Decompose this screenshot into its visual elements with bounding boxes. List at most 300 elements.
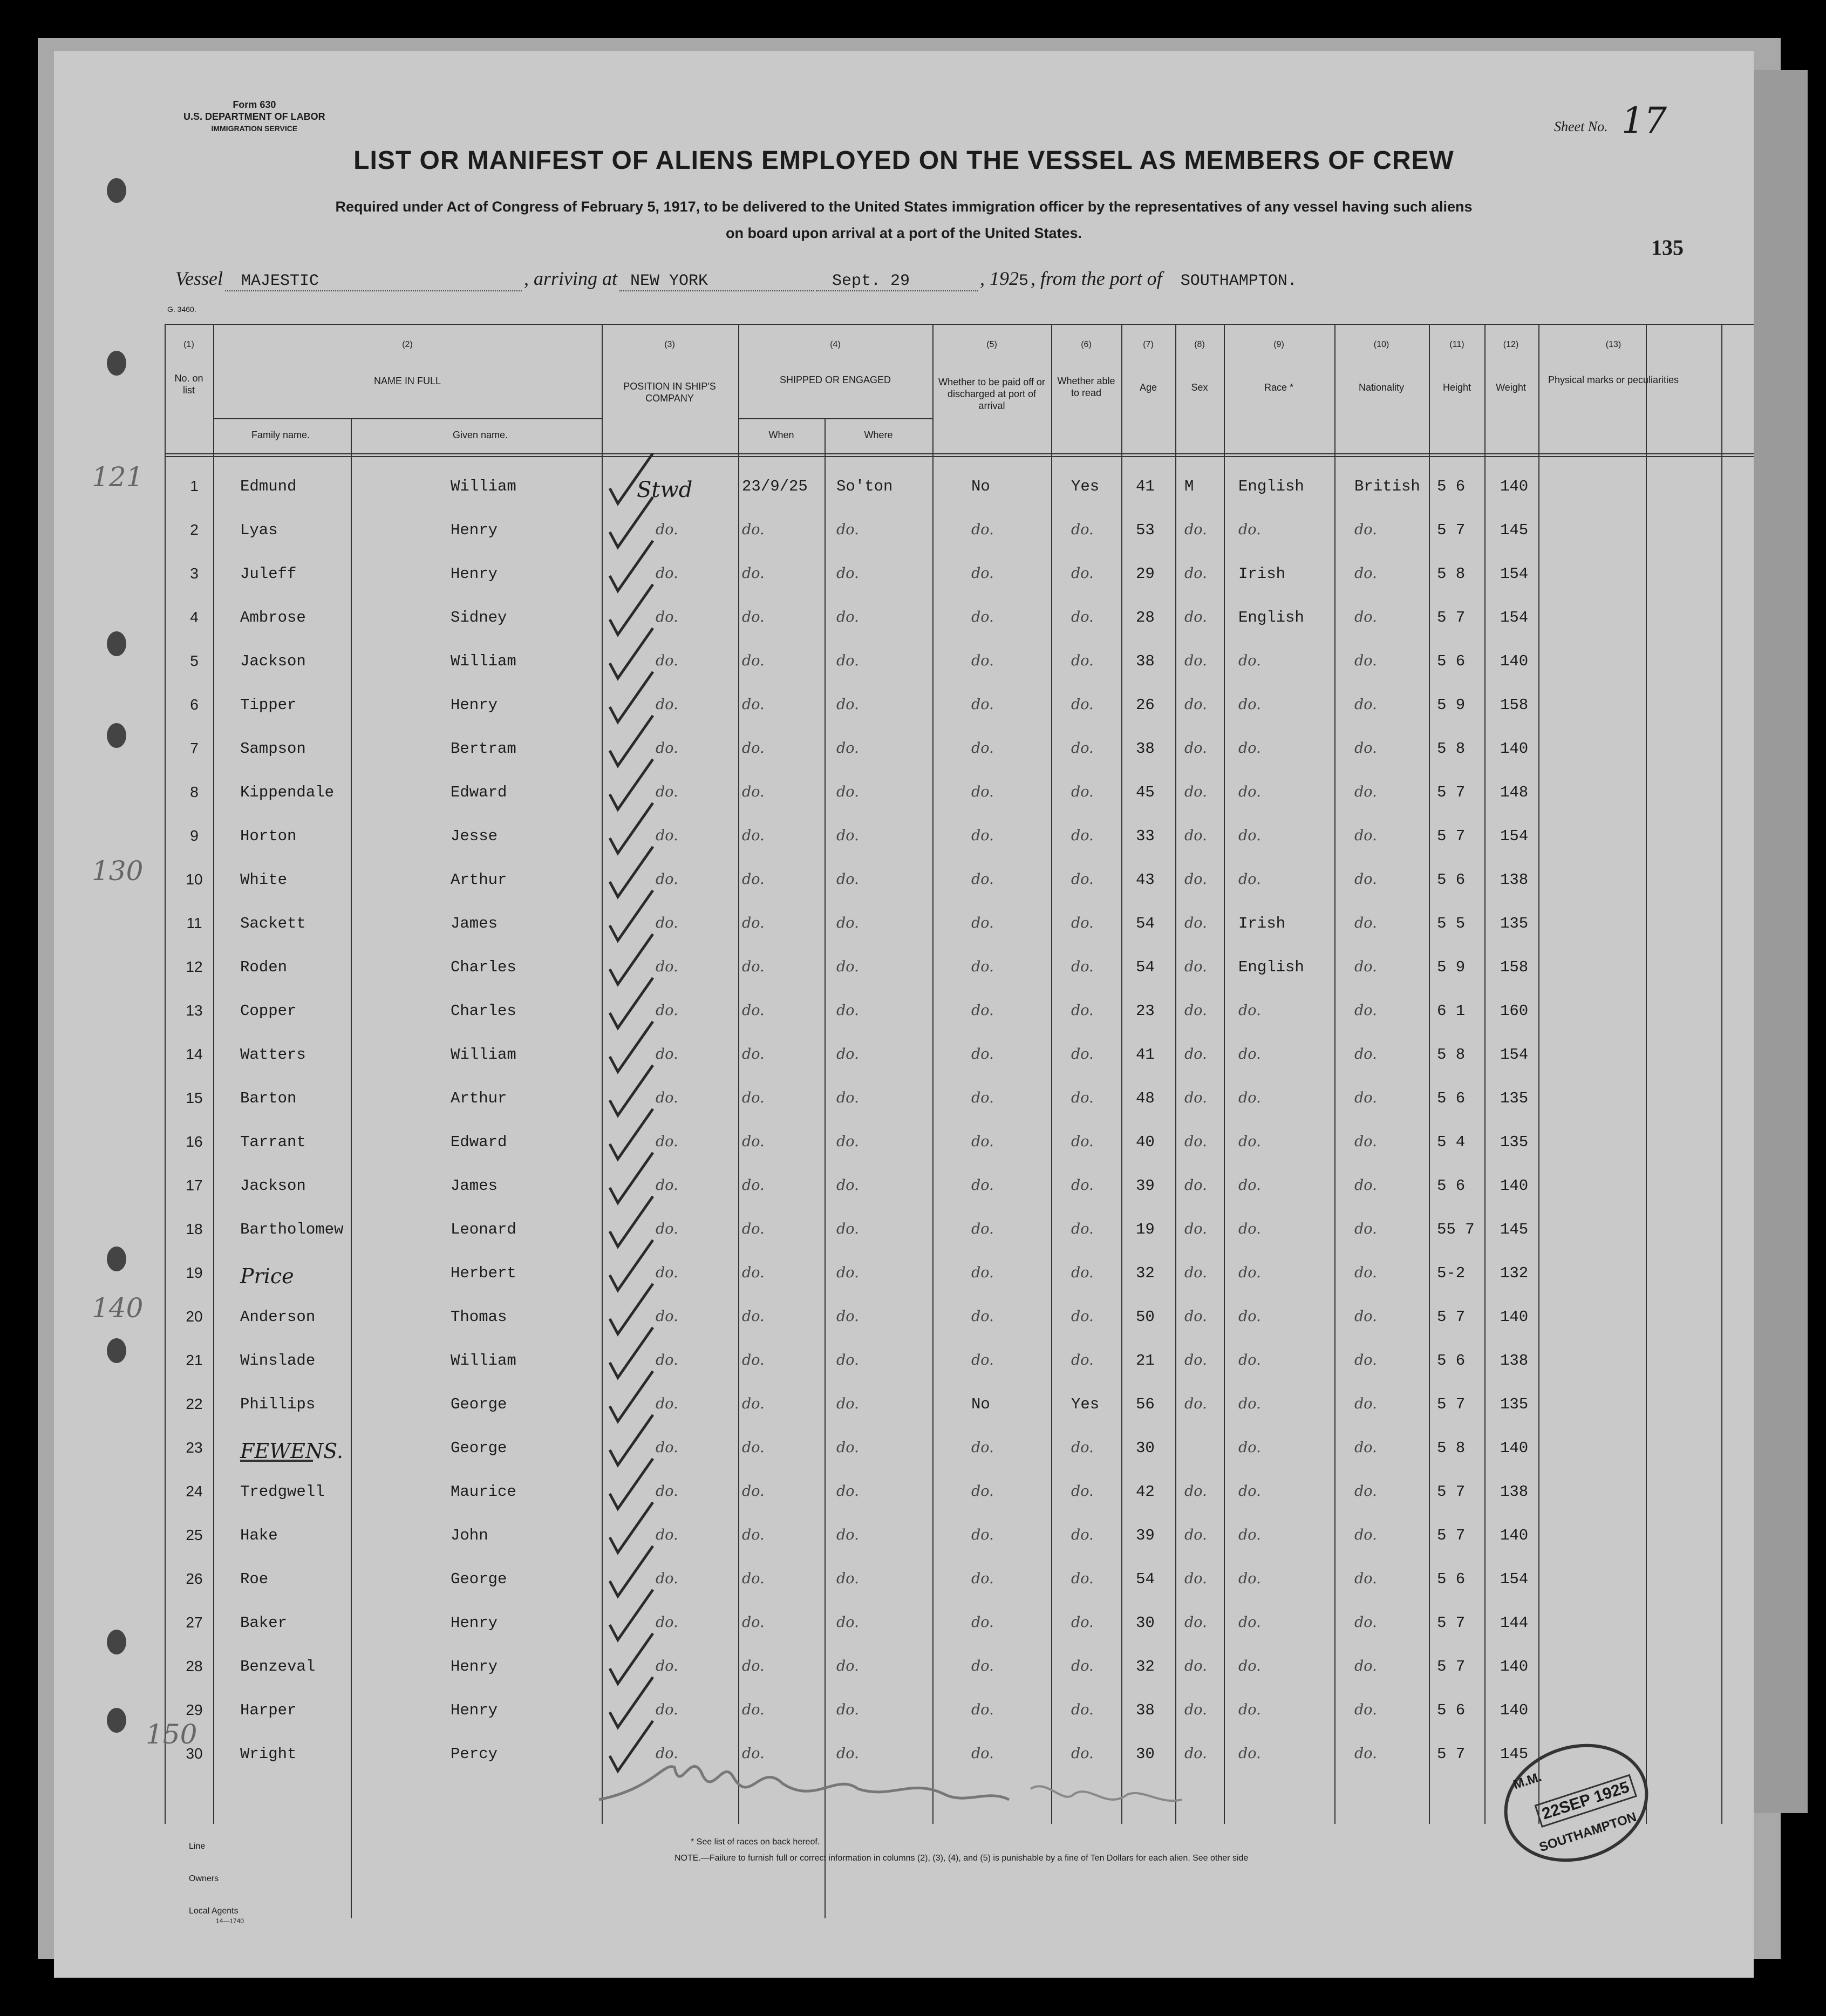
cell-no: 2 <box>190 521 199 538</box>
cell-family: Edmund <box>240 478 297 495</box>
cell-age: 38 <box>1136 740 1155 758</box>
cell-weight: 148 <box>1500 784 1529 801</box>
cell-where: do. <box>836 1439 859 1456</box>
cell-position: do. <box>656 740 678 757</box>
cell-no: 10 <box>186 871 203 888</box>
cell-paid-off: do. <box>971 871 994 888</box>
cell-height: 5 6 <box>1437 871 1466 889</box>
cell-read: do. <box>1071 1701 1094 1718</box>
cell-read: do. <box>1071 1570 1094 1587</box>
page-number: 135 <box>1651 235 1684 260</box>
check-mark <box>610 453 653 503</box>
cell-position: do. <box>656 1701 678 1718</box>
cell-where: do. <box>836 652 859 669</box>
subheader-family: Family name. <box>251 430 310 440</box>
cell-height: 5-2 <box>1437 1264 1466 1282</box>
check-mark <box>610 584 653 635</box>
cell-where: do. <box>836 1046 859 1063</box>
cell-height: 5 7 <box>1437 784 1466 801</box>
form-number: Form 630 <box>233 99 276 110</box>
cell-weight: 135 <box>1500 1395 1529 1413</box>
cell-read: do. <box>1071 521 1094 538</box>
cell-weight: 140 <box>1500 478 1529 495</box>
column-header-c8: Sex <box>1191 382 1208 393</box>
cell-paid-off: do. <box>971 1177 994 1194</box>
cell-weight: 144 <box>1500 1614 1529 1632</box>
cell-where: do. <box>836 1701 859 1718</box>
cell-race: English <box>1238 958 1304 976</box>
cell-where: do. <box>836 958 859 975</box>
cell-family: Jackson <box>240 1177 306 1195</box>
agents-label: Local Agents <box>189 1906 239 1916</box>
cell-sex: do. <box>1184 1570 1207 1587</box>
cell-when: do. <box>742 1002 765 1019</box>
cell-family: Winslade <box>240 1352 316 1370</box>
cell-when: do. <box>742 1046 765 1063</box>
cell-given: Arthur <box>451 871 507 889</box>
check-mark <box>610 978 653 1028</box>
cell-race: English <box>1238 478 1304 495</box>
cell-when: do. <box>742 565 765 582</box>
cell-no: 25 <box>186 1527 203 1543</box>
requirement-line-2: on board upon arrival at a port of the United States. <box>725 225 1082 241</box>
cell-given: Edward <box>451 1133 507 1151</box>
cell-weight: 140 <box>1500 1177 1529 1195</box>
cell-sex: do. <box>1184 521 1207 538</box>
cell-position: do. <box>656 827 678 844</box>
cell-height: 5 4 <box>1437 1133 1466 1151</box>
cell-race: Irish <box>1238 565 1286 583</box>
cell-given: Bertram <box>451 740 516 758</box>
cell-no: 27 <box>186 1614 203 1631</box>
margin-note: 130 <box>92 855 144 887</box>
check-mark <box>610 1196 653 1247</box>
cell-age: 40 <box>1136 1133 1155 1151</box>
cell-family: Harper <box>240 1701 297 1719</box>
cell-age: 30 <box>1136 1614 1155 1632</box>
cell-read: do. <box>1071 915 1094 931</box>
cell-nationality: do. <box>1354 915 1377 931</box>
cell-given: Maurice <box>451 1483 516 1501</box>
cell-where: do. <box>836 1133 859 1150</box>
cell-position: do. <box>656 958 678 975</box>
cell-nationality: do. <box>1354 1745 1377 1762</box>
cell-age: 56 <box>1136 1395 1155 1413</box>
cell-when: do. <box>742 1483 765 1500</box>
cell-paid-off: do. <box>971 565 994 582</box>
column-header-c6: Whether able to read <box>1057 376 1115 398</box>
page-title: LIST OR MANIFEST OF ALIENS EMPLOYED ON THE VESSEL AS MEMBERS OF CREW <box>353 146 1454 175</box>
cell-read: do. <box>1071 827 1094 844</box>
cell-given: Leonard <box>451 1221 516 1238</box>
cell-family: Baker <box>240 1614 288 1632</box>
cell-when: do. <box>742 958 765 975</box>
check-mark <box>610 1633 653 1684</box>
cell-where: do. <box>836 1177 859 1194</box>
cell-family: Bartholomew <box>240 1221 344 1238</box>
cell-given: Arthur <box>451 1089 507 1107</box>
arrival-port: NEW YORK <box>619 272 814 291</box>
cell-sex: do. <box>1184 1701 1207 1718</box>
cell-height: 5 7 <box>1437 1308 1466 1326</box>
cell-age: 50 <box>1136 1308 1155 1326</box>
cell-read: do. <box>1071 696 1094 713</box>
cell-no: 21 <box>186 1352 203 1368</box>
column-number-c11: (11) <box>1449 340 1464 349</box>
cell-weight: 160 <box>1500 1002 1529 1020</box>
cell-given: Edward <box>451 784 507 801</box>
cell-when: do. <box>742 1658 765 1674</box>
cell-when: do. <box>742 1439 765 1456</box>
cell-weight: 145 <box>1500 1745 1529 1763</box>
cell-paid-off: do. <box>971 1352 994 1368</box>
cell-family: Tipper <box>240 696 297 714</box>
margin-note: 140 <box>92 1292 144 1324</box>
cell-weight: 140 <box>1500 1658 1529 1676</box>
cell-no: 23 <box>186 1439 203 1456</box>
cell-race: do. <box>1238 1395 1261 1412</box>
cell-read: do. <box>1071 1439 1094 1456</box>
cell-sex: do. <box>1184 652 1207 669</box>
cell-read: do. <box>1071 1264 1094 1281</box>
cell-height: 5 5 <box>1437 915 1466 932</box>
cell-family: Sackett <box>240 915 306 932</box>
check-mark <box>610 1065 653 1115</box>
cell-height: 5 6 <box>1437 1177 1466 1195</box>
check-mark <box>610 1153 653 1203</box>
cell-given: George <box>451 1395 507 1413</box>
cell-given: Henry <box>451 1658 498 1676</box>
cell-read: do. <box>1071 1483 1094 1500</box>
cell-where: do. <box>836 565 859 582</box>
cell-age: 32 <box>1136 1264 1155 1282</box>
cell-weight: 154 <box>1500 565 1529 583</box>
cell-paid-off: do. <box>971 1745 994 1762</box>
cell-read: do. <box>1071 609 1094 625</box>
cell-weight: 138 <box>1500 1352 1529 1370</box>
cell-given: Charles <box>451 958 516 976</box>
check-mark <box>610 1459 653 1509</box>
stamp-date: 22SEP 1925 <box>1534 1774 1637 1828</box>
cell-position: do. <box>656 1745 678 1762</box>
cell-height: 5 6 <box>1437 478 1466 495</box>
cell-position: do. <box>656 1570 678 1587</box>
cell-nationality: do. <box>1354 1701 1377 1718</box>
cell-age: 28 <box>1136 609 1155 626</box>
cell-position: do. <box>656 1614 678 1631</box>
cell-when: do. <box>742 1089 765 1106</box>
cell-nationality: do. <box>1354 1439 1377 1456</box>
cell-where: do. <box>836 871 859 888</box>
cell-when: do. <box>742 1614 765 1631</box>
cell-race: do. <box>1238 1614 1261 1631</box>
cell-family: Benzeval <box>240 1658 316 1676</box>
cell-height: 5 6 <box>1437 1352 1466 1370</box>
check-mark <box>610 497 653 547</box>
check-mark <box>610 1021 653 1072</box>
cell-sex: do. <box>1184 740 1207 757</box>
cell-race: do. <box>1238 1658 1261 1674</box>
cell-age: 41 <box>1136 478 1155 495</box>
cell-nationality: do. <box>1354 1352 1377 1368</box>
check-mark <box>610 1327 653 1378</box>
year-prefix: , 192 <box>980 268 1019 289</box>
cell-read: do. <box>1071 740 1094 757</box>
cell-paid-off: do. <box>971 521 994 538</box>
cell-position: do. <box>656 1046 678 1063</box>
cell-nationality: do. <box>1354 1002 1377 1019</box>
cell-sex: do. <box>1184 871 1207 888</box>
cell-no: 29 <box>186 1701 203 1718</box>
cell-read: do. <box>1071 1658 1094 1674</box>
cell-where: do. <box>836 1570 859 1587</box>
cell-family: Roe <box>240 1570 269 1588</box>
cell-read: do. <box>1071 1352 1094 1368</box>
cell-family: Tarrant <box>240 1133 306 1151</box>
cell-where: do. <box>836 784 859 800</box>
cell-where: do. <box>836 1002 859 1019</box>
cell-given: Thomas <box>451 1308 507 1326</box>
cell-sex: do. <box>1184 915 1207 931</box>
cell-no: 15 <box>186 1089 203 1106</box>
cell-given: George <box>451 1570 507 1588</box>
cell-where: do. <box>836 1658 859 1674</box>
cell-where: do. <box>836 1089 859 1106</box>
cell-position: do. <box>656 652 678 669</box>
cell-position: do. <box>656 1177 678 1194</box>
cell-when: do. <box>742 871 765 888</box>
check-mark <box>610 1677 653 1727</box>
cell-no: 11 <box>186 915 202 931</box>
cell-sex: do. <box>1184 1133 1207 1150</box>
cell-read: do. <box>1071 565 1094 582</box>
cell-sex: do. <box>1184 1089 1207 1106</box>
cell-age: 29 <box>1136 565 1155 583</box>
cell-when: do. <box>742 1570 765 1587</box>
cell-family: Phillips <box>240 1395 316 1413</box>
cell-where: do. <box>836 609 859 625</box>
cell-sex: do. <box>1184 696 1207 713</box>
cell-sex: do. <box>1184 1352 1207 1368</box>
cell-nationality: do. <box>1354 871 1377 888</box>
cell-when: do. <box>742 1221 765 1237</box>
cell-sex: do. <box>1184 1308 1207 1325</box>
cell-family: Lyas <box>240 521 278 539</box>
cell-nationality: do. <box>1354 1483 1377 1500</box>
cell-where: do. <box>836 1745 859 1762</box>
cell-age: 54 <box>1136 1570 1155 1588</box>
column-number-c4: (4) <box>830 340 841 349</box>
cell-height: 5 7 <box>1437 1483 1466 1501</box>
cell-race: do. <box>1238 740 1261 757</box>
check-mark <box>610 759 653 809</box>
cell-nationality: do. <box>1354 609 1377 625</box>
cell-sex: do. <box>1184 827 1207 844</box>
cell-weight: 140 <box>1500 1308 1529 1326</box>
cell-weight: 145 <box>1500 1221 1529 1238</box>
cell-sex: do. <box>1184 1527 1207 1543</box>
cell-paid-off: do. <box>971 784 994 800</box>
cell-race: do. <box>1238 1439 1261 1456</box>
cell-position: do. <box>656 1352 678 1368</box>
cell-weight: 158 <box>1500 696 1529 714</box>
cell-weight: 154 <box>1500 1570 1529 1588</box>
cell-given: Henry <box>451 696 498 714</box>
cell-height: 5 8 <box>1437 565 1466 583</box>
cell-position: do. <box>656 1264 678 1281</box>
cell-nationality: British <box>1354 478 1420 495</box>
cell-position: do. <box>656 871 678 888</box>
cell-read: do. <box>1071 784 1094 800</box>
cell-given: William <box>451 652 516 670</box>
cell-paid-off: do. <box>971 1046 994 1063</box>
cell-paid-off: do. <box>971 1570 994 1587</box>
column-header-c1: No. on list <box>174 373 203 396</box>
cell-nationality: do. <box>1354 958 1377 975</box>
column-header-c13: Physical marks or peculiarities <box>1548 374 1679 385</box>
cell-family: Jackson <box>240 652 306 670</box>
cell-position: do. <box>656 1089 678 1106</box>
cell-age: 41 <box>1136 1046 1155 1064</box>
cell-race: do. <box>1238 652 1261 669</box>
sheet-label: Sheet No. <box>1554 119 1608 134</box>
cell-weight: 140 <box>1500 1527 1529 1544</box>
cell-age: 53 <box>1136 521 1155 539</box>
cell-nationality: do. <box>1354 1264 1377 1281</box>
column-header-c3: POSITION IN SHIP'S COMPANY <box>623 381 716 404</box>
cell-height: 5 6 <box>1437 1570 1466 1588</box>
cell-sex: do. <box>1184 784 1207 800</box>
requirement-line-1: Required under Act of Congress of February 5, 1917, to be delivered to the United States immigration officer by the representatives of any vessel having such aliens <box>335 199 1473 215</box>
cell-nationality: do. <box>1354 1177 1377 1194</box>
cell-paid-off: do. <box>971 1089 994 1106</box>
cell-height: 5 7 <box>1437 1614 1466 1632</box>
check-mark <box>610 1502 653 1552</box>
cell-nationality: do. <box>1354 521 1377 538</box>
cell-family: White <box>240 871 288 889</box>
cell-when: do. <box>742 1308 765 1325</box>
cell-weight: 140 <box>1500 740 1529 758</box>
vessel-label: Vessel <box>175 268 223 289</box>
cell-given: William <box>451 1046 516 1064</box>
stamp-initials: M.M. <box>1511 1769 1544 1793</box>
cell-age: 38 <box>1136 1701 1155 1719</box>
line-label: Line <box>189 1842 206 1851</box>
cell-sex: do. <box>1184 1221 1207 1237</box>
cell-family: FEWENS. <box>240 1439 343 1463</box>
cell-given: William <box>451 1352 516 1370</box>
cell-read: do. <box>1071 958 1094 975</box>
cell-when: do. <box>742 740 765 757</box>
cell-position: do. <box>656 1483 678 1500</box>
cell-race: Irish <box>1238 915 1286 932</box>
cell-height: 5 7 <box>1437 1395 1466 1413</box>
cell-paid-off: do. <box>971 696 994 713</box>
cell-race: do. <box>1238 696 1261 713</box>
cell-position: do. <box>656 915 678 931</box>
cell-weight: 140 <box>1500 1701 1529 1719</box>
cell-race: do. <box>1238 1308 1261 1325</box>
cell-given: Henry <box>451 521 498 539</box>
stamp-place: SOUTHAMPTON <box>1537 1809 1639 1855</box>
subheader-when: When <box>768 430 794 440</box>
cell-paid-off: do. <box>971 1701 994 1718</box>
cell-weight: 154 <box>1500 1046 1529 1064</box>
cell-nationality: do. <box>1354 1614 1377 1631</box>
cell-where: do. <box>836 1352 859 1368</box>
cell-paid-off: No <box>971 1395 990 1413</box>
arrival-date: Sept. 29 <box>816 272 978 291</box>
cell-position: do. <box>656 784 678 800</box>
cell-read: do. <box>1071 1177 1094 1194</box>
check-mark <box>610 847 653 897</box>
cell-paid-off: do. <box>971 1221 994 1237</box>
cell-paid-off: do. <box>971 827 994 844</box>
cell-paid-off: No <box>971 478 990 495</box>
cell-given: Sidney <box>451 609 507 626</box>
cell-race: do. <box>1238 1352 1261 1368</box>
cell-read: do. <box>1071 1527 1094 1543</box>
cell-family: Sampson <box>240 740 306 758</box>
cell-sex: do. <box>1184 1745 1207 1762</box>
cell-age: 30 <box>1136 1745 1155 1763</box>
cell-weight: 140 <box>1500 1439 1529 1457</box>
cell-sex: do. <box>1184 1483 1207 1500</box>
cell-nationality: do. <box>1354 784 1377 800</box>
cell-nationality: do. <box>1354 696 1377 713</box>
cell-paid-off: do. <box>971 609 994 625</box>
cell-no: 9 <box>190 827 199 844</box>
cell-weight: 140 <box>1500 652 1529 670</box>
cell-sex: do. <box>1184 1177 1207 1194</box>
cell-read: do. <box>1071 1089 1094 1106</box>
cell-race: do. <box>1238 1701 1261 1718</box>
cell-family: Wright <box>240 1745 297 1763</box>
cell-where: do. <box>836 915 859 931</box>
cell-paid-off: do. <box>971 1527 994 1543</box>
cell-age: 54 <box>1136 958 1155 976</box>
cell-position: do. <box>656 521 678 538</box>
column-number-c10: (10) <box>1373 340 1389 349</box>
check-marks <box>54 51 1754 1978</box>
cell-no: 17 <box>186 1177 203 1194</box>
check-mark <box>610 628 653 678</box>
column-number-c8: (8) <box>1194 340 1205 349</box>
margin-note: 121 <box>92 461 144 493</box>
cell-when: do. <box>742 521 765 538</box>
cell-no: 28 <box>186 1658 203 1674</box>
cell-no: 13 <box>186 1002 203 1019</box>
penalty-note: NOTE.—Failure to furnish full or correct information in columns (2), (3), (4), and (5) is punishable by a fine of Ten Dollars for each alien. See other side <box>674 1854 1249 1863</box>
cell-nationality: do. <box>1354 565 1377 582</box>
cell-family: Anderson <box>240 1308 316 1326</box>
column-number-c2: (2) <box>402 340 413 349</box>
cell-when: do. <box>742 696 765 713</box>
cell-weight: 132 <box>1500 1264 1529 1282</box>
subheader-where: Where <box>864 430 893 440</box>
cell-paid-off: do. <box>971 1264 994 1281</box>
column-number-c9: (9) <box>1273 340 1284 349</box>
cell-race: do. <box>1238 827 1261 844</box>
signature <box>588 1740 1209 1832</box>
cell-family: Hake <box>240 1527 278 1544</box>
cell-where: do. <box>836 1527 859 1543</box>
check-mark <box>610 1415 653 1465</box>
cell-sex: do. <box>1184 609 1207 625</box>
cell-family: Juleff <box>240 565 297 583</box>
check-mark <box>610 1371 653 1421</box>
column-header-c7: Age <box>1139 382 1157 393</box>
